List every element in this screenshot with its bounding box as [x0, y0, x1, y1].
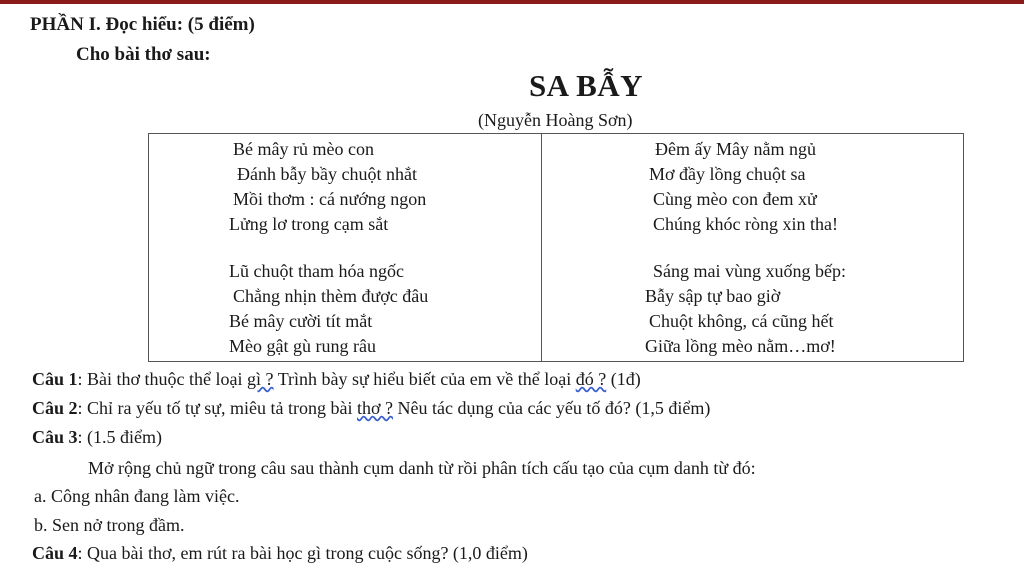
question-label: Câu 3: [32, 427, 78, 447]
top-border: [0, 0, 1024, 4]
question-3-option-a: a. Công nhân đang làm việc.: [34, 486, 240, 506]
poem-line: Mèo gật gù rung râu: [229, 336, 376, 356]
poem-line: Sáng mai vùng xuống bếp:: [653, 261, 846, 281]
poem-line: Đêm ấy Mây nằm ngủ: [655, 139, 816, 159]
poem-line: Bẫy sập tự bao giờ: [645, 286, 781, 306]
question-3-body: Mở rộng chủ ngữ trong câu sau thành cụm danh từ rồi phân tích cấu tạo của cụm danh từ đó:: [88, 458, 756, 478]
poem-author: (Nguyễn Hoàng Sơn): [478, 110, 633, 130]
poem-column-divider: [541, 134, 542, 361]
poem-right-column: [643, 137, 846, 359]
poem-line: Bé mây cười tít mắt: [229, 311, 373, 331]
poem-left-column: [227, 137, 428, 359]
intro-text: Cho bài thơ sau:: [76, 44, 211, 65]
poem-line: Lửng lơ trong cạm sắt: [229, 214, 389, 234]
poem-line: Chẳng nhịn thèm được đâu: [233, 286, 429, 306]
poem-line: Chúng khóc ròng xin tha!: [653, 214, 838, 234]
poem-line: Mồi thơm : cá nướng ngon: [233, 189, 427, 209]
poem-line: Mơ đầy lồng chuột sa: [649, 164, 806, 184]
question-1: Câu 1: Bài thơ thuộc thể loại gì ? Trình bày sự hiểu biết của em về thể loại đó ? (1đ): [32, 369, 641, 389]
poem-line: Bé mây rủ mèo con: [233, 139, 374, 159]
question-3: Câu 3: (1.5 điểm): [32, 427, 162, 447]
poem-line: Đánh bẫy bầy chuột nhắt: [237, 164, 417, 184]
poem-line: Giữa lồng mèo nằm…mơ!: [645, 336, 836, 356]
question-label: Câu 1: [32, 369, 78, 389]
poem-line: Cùng mèo con đem xử: [653, 189, 817, 209]
question-2: Câu 2: Chỉ ra yếu tố tự sự, miêu tả trong bài thơ ? Nêu tác dụng của các yếu tố đó? (1,5 điểm): [32, 398, 711, 418]
poem-line: Lũ chuột tham hóa ngốc: [229, 261, 404, 281]
poem-line: Chuột không, cá cũng hết: [649, 311, 834, 331]
poem-title: SA BẪY: [528, 68, 644, 103]
poem-table: [148, 133, 964, 362]
question-label: Câu 4: [32, 543, 78, 563]
section-title: PHẦN I. Đọc hiểu: (5 điểm): [30, 14, 255, 35]
question-label: Câu 2: [32, 398, 78, 418]
question-3-option-b: b. Sen nở trong đầm.: [34, 515, 185, 535]
question-4: Câu 4: Qua bài thơ, em rút ra bài học gì trong cuộc sống? (1,0 điểm): [32, 543, 528, 563]
